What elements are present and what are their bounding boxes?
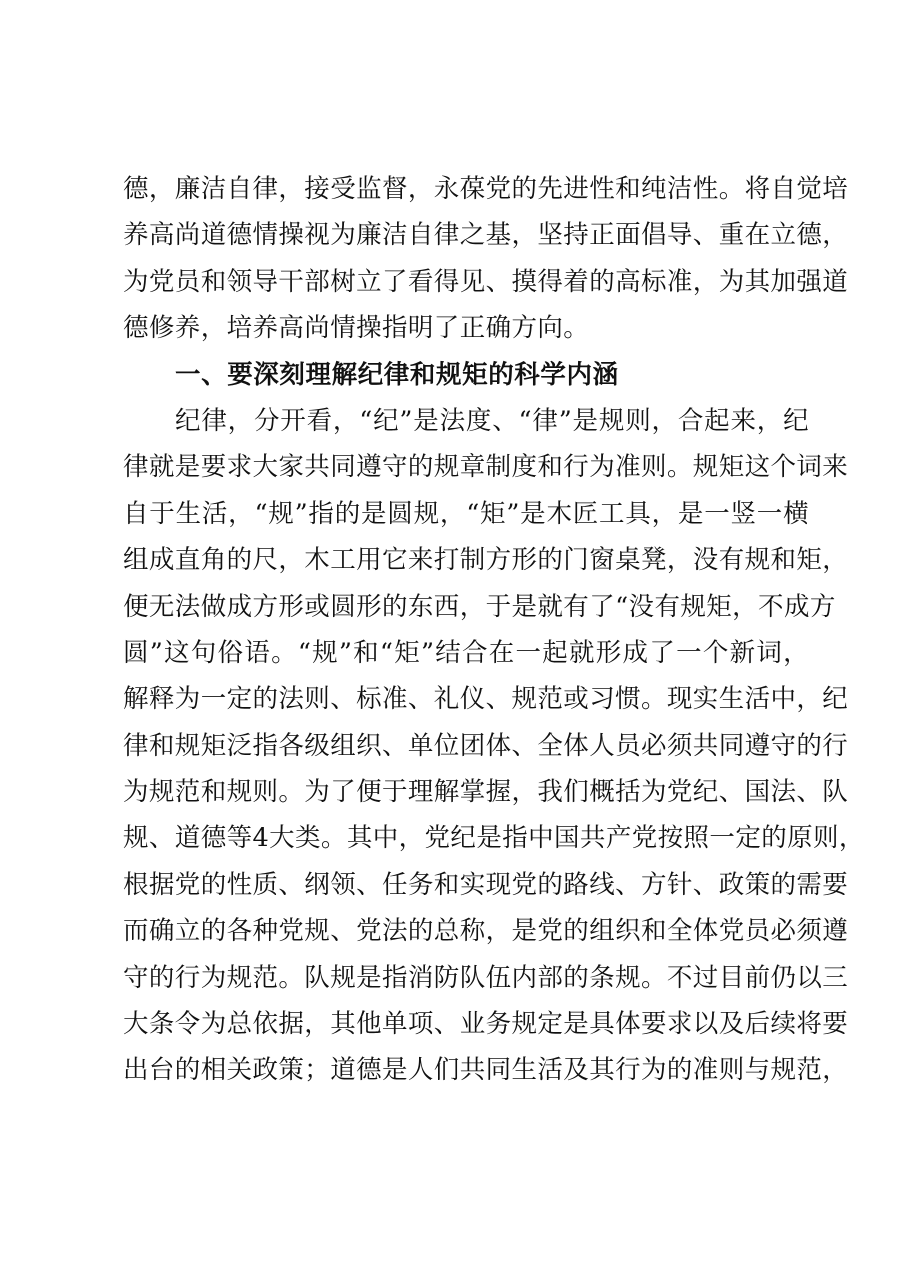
- paragraph-line: 圆”这句俗语。“规”和“矩”结合在一起就形成了一个新词，: [123, 637, 809, 668]
- paragraph-line: 大条令为总依据，其他单项、业务规定是具体要求以及后续将要: [123, 1009, 849, 1040]
- paragraph-line: 律就是要求大家共同遵守的规章制度和行为准则。规矩这个词来: [123, 452, 849, 483]
- paragraph-line: 德，廉洁自律，接受监督，永葆党的先进性和纯洁性。将自觉培: [123, 174, 849, 204]
- paragraph-line: 自于生活，“规”指的是圆规，“矩”是木匠工具，是一竖一横: [123, 498, 809, 529]
- paragraph-line: 解释为一定的法则、标准、礼仪、规范或习惯。现实生活中，纪: [123, 684, 849, 715]
- paragraph-line: 而确立的各种党规、党法的总称，是党的组织和全体党员必须遵: [123, 916, 849, 947]
- section-heading: 一、要深刻理解纪律和规矩的科学内涵: [175, 359, 619, 390]
- paragraph-line: 纪律，分开看，“纪”是法度、“律”是规则，合起来，纪: [175, 405, 809, 436]
- paragraph-line: 规、道德等4大类。其中，党纪是指中国共产党按照一定的原则，: [123, 823, 865, 854]
- paragraph-line: 养高尚道德情操视为廉洁自律之基，坚持正面倡导、重在立德，: [123, 220, 849, 251]
- paragraph-line: 为党员和领导干部树立了看得见、摸得着的高标准，为其加强道: [123, 266, 849, 297]
- paragraph-line: 律和规矩泛指各级组织、单位团体、全体人员必须共同遵守的行: [123, 730, 849, 761]
- paragraph-line: 德修养，培养高尚情操指明了正确方向。: [123, 313, 590, 344]
- paragraph-line: 出台的相关政策；道德是人们共同生活及其行为的准则与规范，: [123, 1055, 849, 1086]
- paragraph-line: 为规范和规则。为了便于理解掌握，我们概括为党纪、国法、队: [123, 777, 849, 808]
- paragraph-line: 组成直角的尺，木工用它来打制方形的门窗桌凳，没有规和矩，: [123, 545, 849, 576]
- paragraph-line: 守的行为规范。队规是指消防队伍内部的条规。不过目前仍以三: [123, 962, 849, 993]
- paragraph-line: 根据党的性质、纲领、任务和实现党的路线、方针、政策的需要: [123, 869, 849, 900]
- document-body: [123, 166, 865, 1094]
- paragraph-line: 便无法做成方形或圆形的东西，于是就有了“没有规矩，不成方: [123, 591, 836, 622]
